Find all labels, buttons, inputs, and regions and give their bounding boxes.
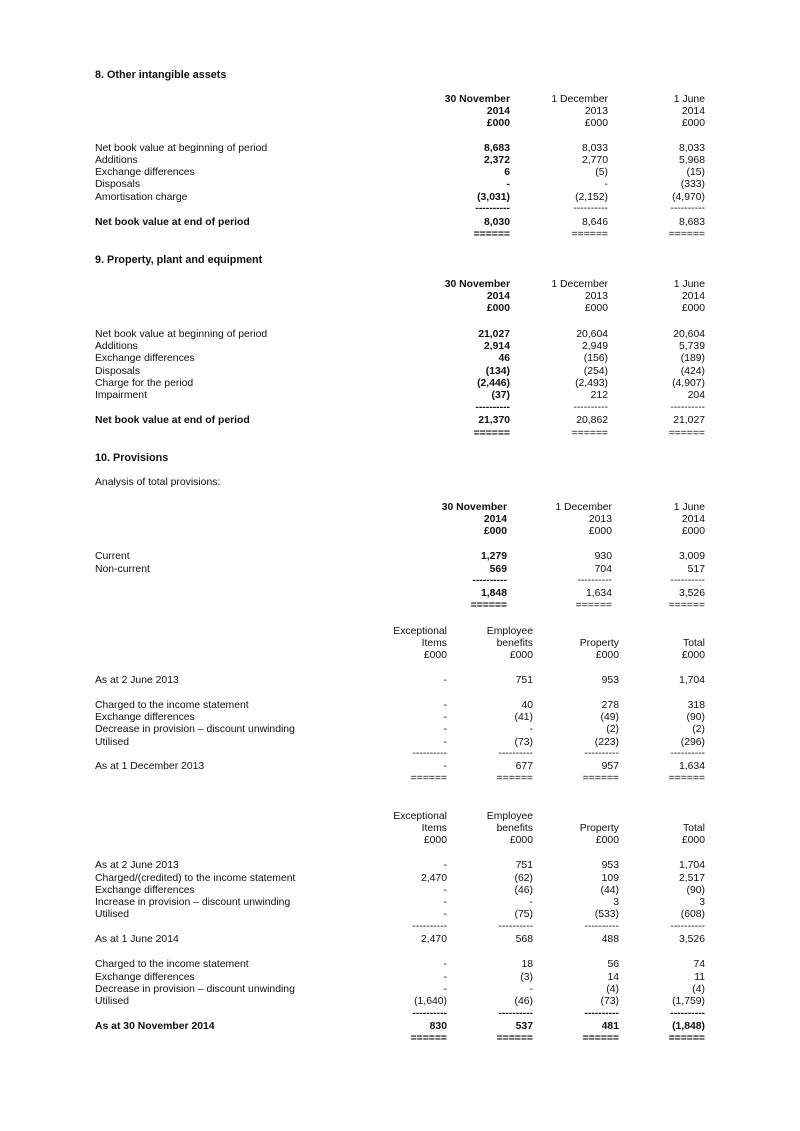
cell-value: 2,517 xyxy=(678,873,705,884)
cell-value: 6 xyxy=(504,167,510,178)
cell-value: 21,027 xyxy=(478,329,510,340)
cell-value: 953 xyxy=(601,860,619,871)
cell-value: (3,031) xyxy=(477,192,510,203)
cell-value: 930 xyxy=(594,551,612,562)
total-value: 481 xyxy=(601,1021,619,1032)
double-separator: ====== xyxy=(582,773,619,784)
row-label: Increase in provision – discount unwinding xyxy=(95,897,291,908)
total-value: 3,526 xyxy=(678,588,705,599)
col-header: £000 xyxy=(483,526,507,537)
cell-value: (46) xyxy=(514,885,533,896)
separator: ---------- xyxy=(573,203,608,214)
col-header: 2014 xyxy=(681,514,705,525)
separator: ---------- xyxy=(498,748,533,759)
double-separator: ====== xyxy=(668,428,705,439)
total-value: 537 xyxy=(515,1021,533,1032)
cell-value: (424) xyxy=(680,366,705,377)
col-header: benefits xyxy=(496,638,533,649)
cell-value: - xyxy=(443,984,447,995)
cell-value: - xyxy=(443,959,447,970)
row-label: Charged/(credited) to the income statement xyxy=(95,873,296,884)
row-label: Impairment xyxy=(95,390,147,401)
cell-value: 1,634 xyxy=(678,761,705,772)
col-header: Items xyxy=(421,823,447,834)
col-header: 30 November xyxy=(441,502,507,513)
double-separator: ====== xyxy=(496,773,533,784)
col-header: Employee xyxy=(486,626,533,637)
total-value: 20,862 xyxy=(576,415,608,426)
col-header: 1 December xyxy=(551,94,608,105)
double-separator: ====== xyxy=(668,773,705,784)
cell-value: (608) xyxy=(680,909,705,920)
col-header: £000 xyxy=(584,303,608,314)
double-separator: ====== xyxy=(668,600,705,611)
row-label: Net book value at beginning of period xyxy=(95,329,268,340)
col-header: 2014 xyxy=(681,106,705,117)
col-header: Exceptional xyxy=(393,811,447,822)
col-header: £000 xyxy=(509,835,533,846)
cell-value: 5,739 xyxy=(678,341,705,352)
cell-value: - xyxy=(443,897,447,908)
double-separator: ====== xyxy=(668,1033,705,1044)
total-value: 21,027 xyxy=(673,415,705,426)
row-label: Utilised xyxy=(95,996,130,1007)
cell-value: (44) xyxy=(600,885,619,896)
cell-value: 212 xyxy=(590,390,608,401)
cell-value: 8,683 xyxy=(483,143,510,154)
col-header: £000 xyxy=(486,303,510,314)
cell-value: 46 xyxy=(498,353,510,364)
cell-value: - xyxy=(529,724,533,735)
row-label: Non-current xyxy=(95,564,150,575)
col-header: 2013 xyxy=(584,291,608,302)
row-label: As at 2 June 2013 xyxy=(95,860,179,871)
col-header: 30 November xyxy=(444,279,510,290)
cell-value: (2) xyxy=(606,724,619,735)
cell-value: (73) xyxy=(514,737,533,748)
separator: ---------- xyxy=(670,575,705,586)
cell-value: (62) xyxy=(514,873,533,884)
total-label: Net book value at end of period xyxy=(95,415,250,426)
double-separator: ====== xyxy=(668,229,705,240)
row-label: Exchange differences xyxy=(95,353,195,364)
col-header: £000 xyxy=(423,650,447,661)
cell-value: 3,009 xyxy=(678,551,705,562)
separator: ---------- xyxy=(577,575,612,586)
cell-value: 3 xyxy=(613,897,619,908)
cell-value: 2,770 xyxy=(581,155,608,166)
cell-value: 40 xyxy=(521,700,533,711)
total-value: (1,848) xyxy=(672,1021,705,1032)
col-header: £000 xyxy=(486,118,510,129)
cell-value: 2,372 xyxy=(483,155,510,166)
row-label: Amortisation charge xyxy=(95,192,188,203)
col-header: 2014 xyxy=(486,291,510,302)
separator: ---------- xyxy=(670,921,705,932)
row-label: Additions xyxy=(95,341,138,352)
cell-value: - xyxy=(443,885,447,896)
cell-value: (1,759) xyxy=(672,996,705,1007)
cell-value: - xyxy=(443,761,447,772)
cell-value: 517 xyxy=(687,564,705,575)
cell-value: 568 xyxy=(515,934,533,945)
cell-value: 11 xyxy=(694,972,705,983)
row-label: Decrease in provision – discount unwinding xyxy=(95,984,295,995)
cell-value: 318 xyxy=(687,700,705,711)
cell-value: 2,470 xyxy=(420,873,447,884)
total-label: As at 30 November 2014 xyxy=(95,1021,215,1032)
row-label: Exchange differences xyxy=(95,885,195,896)
col-header: 2013 xyxy=(588,514,612,525)
separator: ---------- xyxy=(412,1008,447,1019)
total-label: Net book value at end of period xyxy=(95,217,250,228)
separator: ---------- xyxy=(472,575,507,586)
col-header: 2014 xyxy=(483,514,507,525)
col-header: 2014 xyxy=(681,291,705,302)
double-separator: ====== xyxy=(496,1033,533,1044)
separator: ---------- xyxy=(670,203,705,214)
cell-value: 2,470 xyxy=(420,934,447,945)
cell-value: (5) xyxy=(595,167,608,178)
col-header: £000 xyxy=(584,118,608,129)
cell-value: 677 xyxy=(515,761,533,772)
cell-value: - xyxy=(529,984,533,995)
total-value: 830 xyxy=(429,1021,447,1032)
cell-value: - xyxy=(443,724,447,735)
cell-value: (46) xyxy=(514,996,533,1007)
section-9-title: 9. Property, plant and equipment xyxy=(95,254,263,266)
cell-value: 20,604 xyxy=(576,329,608,340)
cell-value: 204 xyxy=(687,390,705,401)
cell-value: (73) xyxy=(600,996,619,1007)
cell-value: - xyxy=(443,712,447,723)
cell-value: (15) xyxy=(686,167,705,178)
cell-value: (2,152) xyxy=(575,192,608,203)
col-header: £000 xyxy=(423,835,447,846)
row-label: Disposals xyxy=(95,366,141,377)
total-value: 1,634 xyxy=(585,588,612,599)
cell-value: (1,640) xyxy=(414,996,447,1007)
col-header: Exceptional xyxy=(393,626,447,637)
col-header: £000 xyxy=(681,835,705,846)
cell-value: (2,446) xyxy=(477,378,510,389)
col-header: Items xyxy=(421,638,447,649)
col-header: £000 xyxy=(681,118,705,129)
cell-value: 751 xyxy=(515,675,533,686)
cell-value: 1,704 xyxy=(678,675,705,686)
col-header: Property xyxy=(579,823,619,834)
col-header: £000 xyxy=(681,650,705,661)
cell-value: (4) xyxy=(606,984,619,995)
row-label: Exchange differences xyxy=(95,972,195,983)
double-separator: ====== xyxy=(410,1033,447,1044)
separator: ---------- xyxy=(475,402,510,413)
double-separator: ====== xyxy=(575,600,612,611)
col-header: Total xyxy=(683,823,705,834)
col-header: 30 November xyxy=(444,94,510,105)
cell-value: 953 xyxy=(601,675,619,686)
row-label: Additions xyxy=(95,155,138,166)
cell-value: (4,970) xyxy=(672,192,705,203)
col-header: 1 June xyxy=(673,279,705,290)
row-label: Exchange differences xyxy=(95,712,195,723)
col-header: Property xyxy=(579,638,619,649)
cell-value: (156) xyxy=(583,353,608,364)
cell-value: - xyxy=(443,700,447,711)
col-header: £000 xyxy=(595,835,619,846)
double-separator: ====== xyxy=(473,428,510,439)
col-header: Employee xyxy=(486,811,533,822)
separator: ---------- xyxy=(573,402,608,413)
cell-value: 20,604 xyxy=(673,329,705,340)
col-header: 1 June xyxy=(673,94,705,105)
cell-value: - xyxy=(443,909,447,920)
total-value: 21,370 xyxy=(478,415,510,426)
cell-value: 74 xyxy=(693,959,705,970)
col-header: £000 xyxy=(681,526,705,537)
col-header: 2013 xyxy=(584,106,608,117)
total-value: 1,848 xyxy=(480,588,507,599)
row-label: Charged to the income statement xyxy=(95,700,249,711)
cell-value: 751 xyxy=(515,860,533,871)
double-separator: ====== xyxy=(470,600,507,611)
separator: ---------- xyxy=(584,921,619,932)
cell-value: (41) xyxy=(514,712,533,723)
cell-value: (134) xyxy=(485,366,510,377)
row-label: Utilised xyxy=(95,909,130,920)
cell-value: (90) xyxy=(686,712,705,723)
cell-value: (75) xyxy=(514,909,533,920)
cell-value: 8,033 xyxy=(581,143,608,154)
separator: ---------- xyxy=(670,402,705,413)
col-header: £000 xyxy=(595,650,619,661)
col-header: 1 June xyxy=(673,502,705,513)
row-label: Current xyxy=(95,551,130,562)
cell-value: (533) xyxy=(594,909,619,920)
cell-value: (296) xyxy=(680,737,705,748)
section-10-intro: Analysis of total provisions: xyxy=(95,477,221,488)
row-label: Exchange differences xyxy=(95,167,195,178)
cell-value: 14 xyxy=(607,972,619,983)
cell-value: - xyxy=(443,860,447,871)
separator: ---------- xyxy=(670,748,705,759)
cell-value: 2,914 xyxy=(483,341,510,352)
cell-value: (3) xyxy=(520,972,533,983)
col-header: £000 xyxy=(588,526,612,537)
cell-value: 704 xyxy=(594,564,612,575)
cell-value: - xyxy=(443,675,447,686)
double-separator: ====== xyxy=(473,229,510,240)
row-label: Disposals xyxy=(95,179,141,190)
col-header: 2014 xyxy=(486,106,510,117)
cell-value: 3 xyxy=(699,897,705,908)
cell-value: 3,526 xyxy=(678,934,705,945)
cell-value: (37) xyxy=(491,390,510,401)
cell-value: - xyxy=(529,897,533,908)
separator: ---------- xyxy=(670,1008,705,1019)
col-header: benefits xyxy=(496,823,533,834)
cell-value: (49) xyxy=(600,712,619,723)
col-header: Total xyxy=(683,638,705,649)
row-label: Charge for the period xyxy=(95,378,194,389)
cell-value: (4) xyxy=(692,984,705,995)
section-10-title: 10. Provisions xyxy=(95,452,169,464)
row-label: As at 1 June 2014 xyxy=(95,934,179,945)
cell-value: 5,968 xyxy=(678,155,705,166)
cell-value: (2) xyxy=(692,724,705,735)
cell-value: - xyxy=(604,179,608,190)
cell-value: (90) xyxy=(686,885,705,896)
total-value: 8,683 xyxy=(678,217,705,228)
col-header: £000 xyxy=(509,650,533,661)
col-header: 1 December xyxy=(551,279,608,290)
cell-value: - xyxy=(443,737,447,748)
cell-value: (189) xyxy=(680,353,705,364)
cell-value: 56 xyxy=(607,959,619,970)
cell-value: (4,907) xyxy=(672,378,705,389)
cell-value: 8,033 xyxy=(678,143,705,154)
separator: ---------- xyxy=(584,1008,619,1019)
cell-value: (2,493) xyxy=(575,378,608,389)
row-label: Decrease in provision – discount unwinding xyxy=(95,724,295,735)
separator: ---------- xyxy=(584,748,619,759)
row-label: Charged to the income statement xyxy=(95,959,249,970)
double-separator: ====== xyxy=(571,428,608,439)
section-8-title: 8. Other intangible assets xyxy=(95,69,227,81)
cell-value: 488 xyxy=(601,934,619,945)
double-separator: ====== xyxy=(582,1033,619,1044)
row-label: Utilised xyxy=(95,737,130,748)
separator: ---------- xyxy=(498,1008,533,1019)
row-label: Net book value at beginning of period xyxy=(95,143,268,154)
row-label: As at 1 December 2013 xyxy=(95,761,205,772)
cell-value: - xyxy=(443,972,447,983)
cell-value: 2,949 xyxy=(581,341,608,352)
cell-value: 569 xyxy=(489,564,507,575)
separator: ---------- xyxy=(412,748,447,759)
separator: ---------- xyxy=(498,921,533,932)
double-separator: ====== xyxy=(410,773,447,784)
cell-value: (223) xyxy=(594,737,619,748)
col-header: 1 December xyxy=(555,502,612,513)
cell-value: 18 xyxy=(521,959,533,970)
cell-value: 957 xyxy=(601,761,619,772)
separator: ---------- xyxy=(412,921,447,932)
double-separator: ====== xyxy=(571,229,608,240)
row-label: As at 2 June 2013 xyxy=(95,675,179,686)
cell-value: (333) xyxy=(680,179,705,190)
cell-value: 1,704 xyxy=(678,860,705,871)
total-value: 8,030 xyxy=(483,217,510,228)
cell-value: (254) xyxy=(583,366,608,377)
cell-value: 278 xyxy=(601,700,619,711)
total-value: 8,646 xyxy=(581,217,608,228)
separator: ---------- xyxy=(475,203,510,214)
cell-value: - xyxy=(506,179,510,190)
col-header: £000 xyxy=(681,303,705,314)
cell-value: 109 xyxy=(601,873,619,884)
cell-value: 1,279 xyxy=(480,551,507,562)
